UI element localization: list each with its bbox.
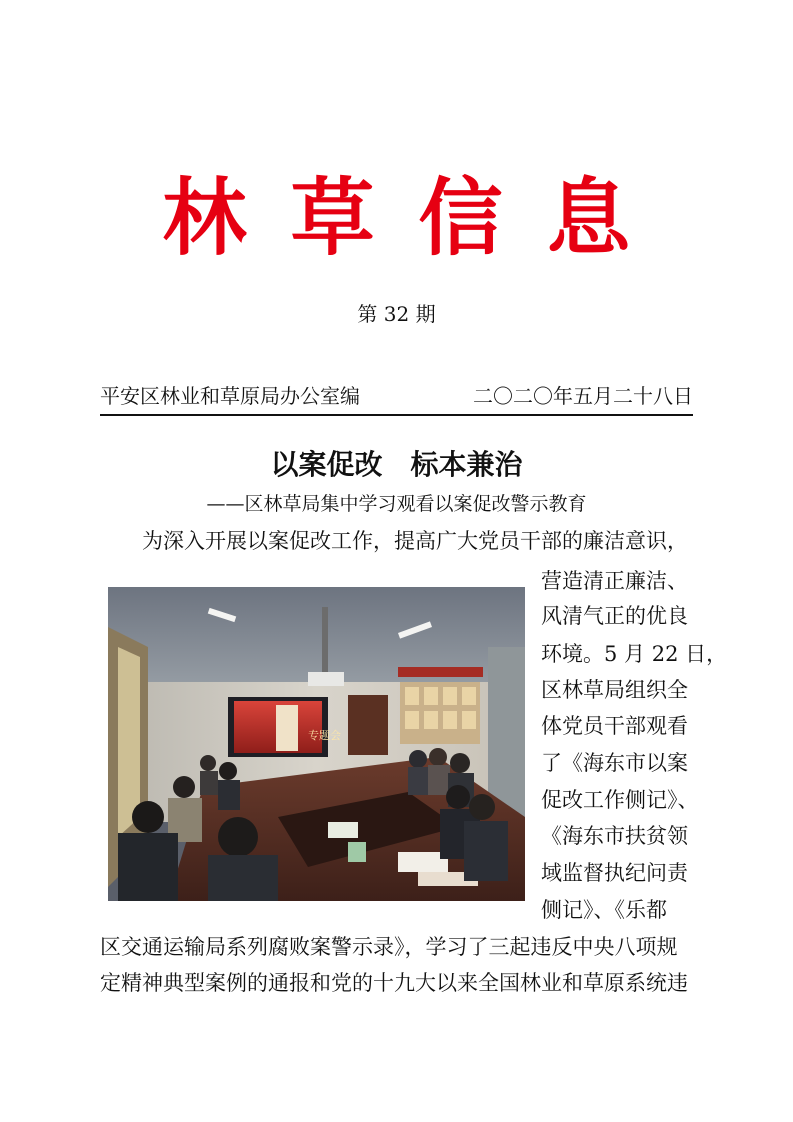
- article-line: 为深入开展以案促改工作，提高广大党员干部的廉洁意识，: [142, 529, 688, 553]
- article-line: 定精神典型案例的通报和党的十九大以来全国林业和草原系统违: [100, 971, 688, 995]
- article-subtitle: ——区林草局集中学习观看以案促改警示教育: [206, 493, 587, 515]
- article-title: 以案促改 标本兼治: [270, 448, 523, 481]
- masthead-title: 林草信息: [162, 168, 675, 267]
- publication-date: 二〇二〇年五月二十八日: [473, 384, 693, 408]
- publisher-name: 平安区林业和草原局办公室编: [100, 384, 360, 408]
- article-line: 区林草局组织全: [541, 678, 688, 702]
- meeting-room-illustration: [108, 587, 525, 901]
- header-divider: [100, 414, 693, 416]
- article-line: 环境。5 月 22 日，: [541, 642, 728, 666]
- article-line: 体党员干部观看: [541, 714, 688, 738]
- screen-caption: 专题会: [308, 729, 341, 742]
- article-line: 了《海东市以案: [541, 751, 688, 775]
- article-line: 促改工作侧记》、: [541, 788, 699, 812]
- article-line: 营造清正廉洁、: [541, 569, 688, 593]
- meeting-photo: [108, 587, 525, 901]
- article-line: 《海东市扶贫领: [541, 824, 688, 848]
- article-line: 域监督执纪问责: [541, 861, 688, 885]
- issue-number: 第 32 期: [357, 302, 436, 326]
- article-line: 风清气正的优良: [541, 604, 688, 628]
- article-line: 侧记》、《乐都: [541, 898, 667, 922]
- article-line: 区交通运输局系列腐败案警示录》，学习了三起违反中央八项规: [100, 935, 678, 959]
